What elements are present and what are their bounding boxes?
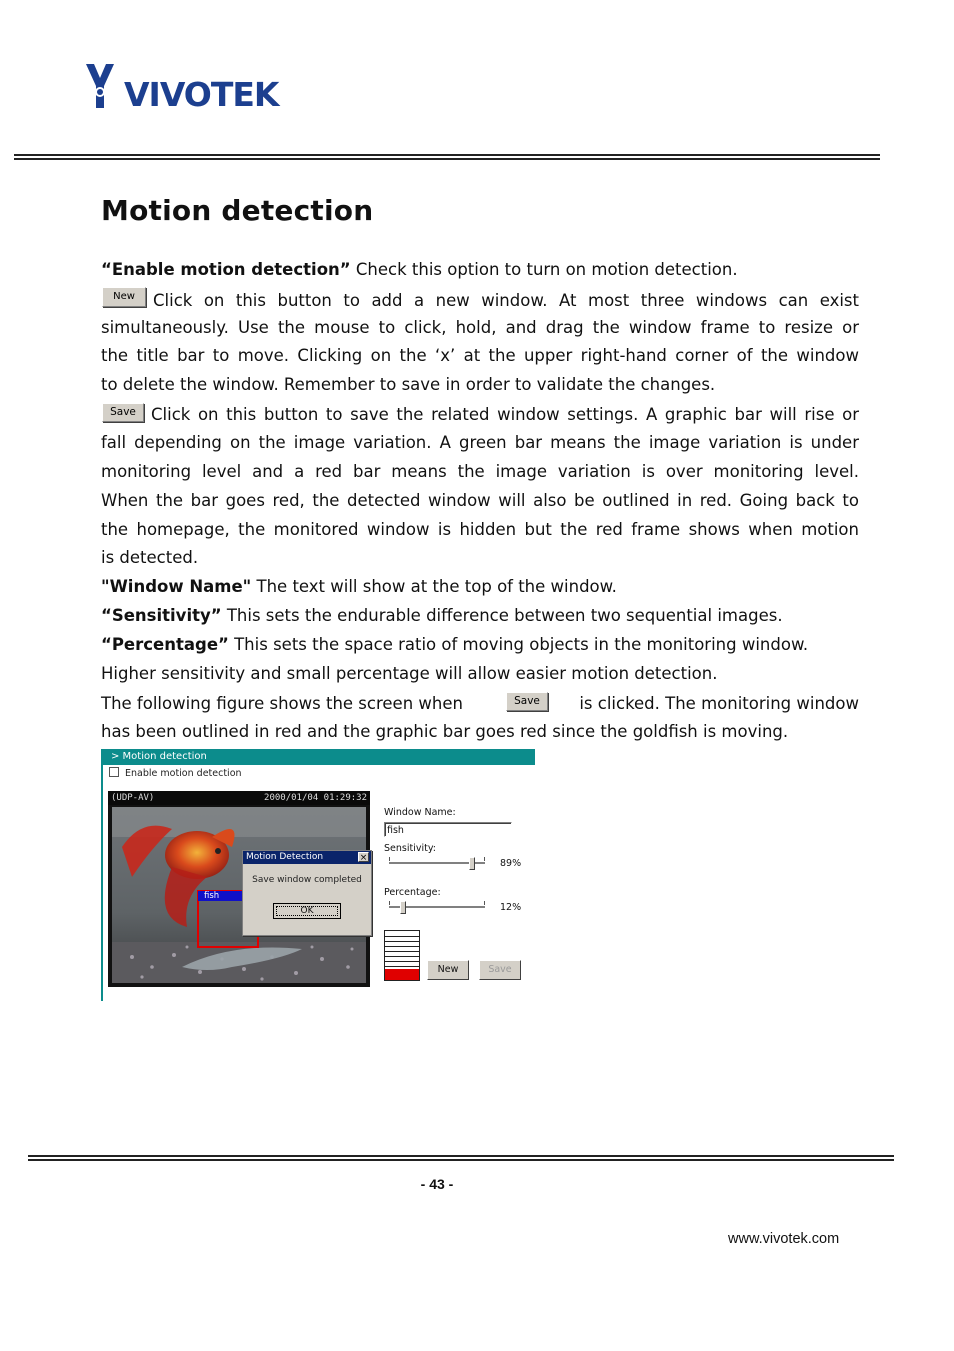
save-desc-line-3: monitoring level and a red bar means the image variation is over monitoring level.: [101, 462, 859, 481]
save-desc-line-2: fall depending on the image variation. A green bar means the image variation is under: [101, 433, 859, 452]
percentage-line: [101, 635, 859, 655]
percentage-thumb[interactable]: [400, 901, 406, 914]
window-name-input[interactable]: fish: [384, 822, 512, 837]
new-button-inline: New: [102, 287, 146, 307]
window-name-line: [101, 577, 859, 597]
enable-motion-checkbox[interactable]: [109, 767, 119, 777]
header-rule: [14, 154, 880, 160]
footer-rule: [28, 1155, 894, 1161]
enable-motion-line: [101, 260, 859, 280]
sensitivity-term: “Sensitivity”: [101, 606, 222, 625]
fig-save-button[interactable]: Save: [479, 960, 521, 980]
camera-timestamp: 2000/01/04 01:29:32: [264, 793, 367, 803]
window-name-desc: The text will show at the top of the window.: [251, 577, 617, 596]
activity-meter: [384, 930, 420, 981]
enable-motion-term: “Enable motion detection”: [101, 260, 351, 279]
window-name-term: "Window Name": [101, 577, 252, 596]
page-number: - 43 -: [420, 1176, 454, 1192]
motion-detection-screenshot: [101, 749, 535, 1001]
percentage-label: Percentage:: [384, 887, 441, 898]
window-name-label: Window Name:: [384, 807, 456, 818]
page-title: Motion detection: [101, 194, 374, 227]
save-desc-line-4: When the bar goes red, the detected window will also be outlined in red. Going back to: [101, 491, 859, 510]
detection-window-tag: fish: [204, 891, 220, 901]
dialog-message: Save window completed: [252, 875, 362, 885]
figure-intro-line-2: has been outlined in red and the graphic bar goes red since the goldfish is moving.: [101, 722, 789, 741]
save-desc-line-6: is detected.: [101, 548, 199, 567]
camera-status-bar: [108, 791, 370, 805]
meter-fill: [385, 969, 419, 980]
fig-new-button[interactable]: New: [427, 960, 469, 980]
fig-left-bar: [101, 749, 103, 1001]
enable-motion-desc: Check this option to turn on motion detection.: [350, 260, 738, 279]
sensitivity-desc: This sets the endurable difference between two sequential images.: [221, 606, 783, 625]
dialog-titlebar: [243, 851, 371, 864]
percentage-term: “Percentage”: [101, 635, 229, 654]
sensitivity-value: 89%: [500, 858, 522, 869]
new-desc-line-4: to delete the window. Remember to save in order to validate the changes.: [101, 375, 716, 394]
fig-header-text: > Motion detection: [111, 751, 207, 762]
sensitivity-slider[interactable]: [389, 857, 485, 871]
save-desc-line-1: Click on this button to save the related window settings. A graphic bar will rise or: [151, 405, 859, 424]
save-button-inline: Save: [102, 403, 144, 422]
figure-intro-b: is clicked. The monitoring window: [579, 694, 859, 713]
save-button-inline-2: Save: [506, 692, 548, 711]
sensitivity-line: [101, 606, 859, 626]
logo-text: VIVOTEK: [124, 75, 279, 114]
save-desc-line-5: the homepage, the monitored window is hidden but the red frame shows when motion: [101, 520, 859, 539]
new-desc-line-1: Click on this button to add a new window. At most three windows can exist: [153, 291, 859, 310]
dialog-ok-button[interactable]: OK: [273, 903, 341, 919]
dialog-close-icon[interactable]: ×: [359, 853, 368, 863]
percentage-value: 12%: [500, 902, 522, 913]
fig-section-header: [103, 749, 535, 765]
sensitivity-thumb[interactable]: [469, 857, 475, 870]
percentage-slider[interactable]: [389, 901, 485, 915]
footer-url[interactable]: www.vivotek.com: [728, 1231, 840, 1247]
camera-mode: (UDP-AV): [111, 793, 155, 803]
new-desc-line-3: the title bar to move. Clicking on the ‘x’ at the upper right-hand corner of the window: [101, 346, 859, 365]
vivotek-logo: [84, 60, 294, 116]
sensitivity-label: Sensitivity:: [384, 843, 436, 854]
enable-motion-label: Enable motion detection: [125, 768, 242, 779]
save-completed-dialog: [242, 850, 372, 936]
percentage-desc: This sets the space ratio of moving objects in the monitoring window.: [228, 635, 809, 654]
figure-intro-a: The following figure shows the screen when: [101, 694, 463, 713]
dialog-title: Motion Detection: [246, 852, 324, 862]
fig-enable-row: [109, 767, 242, 781]
tip-line: Higher sensitivity and small percentage will allow easier motion detection.: [101, 664, 718, 683]
new-desc-line-2: simultaneously. Use the mouse to click, hold, and drag the window frame to resize or: [101, 318, 859, 337]
